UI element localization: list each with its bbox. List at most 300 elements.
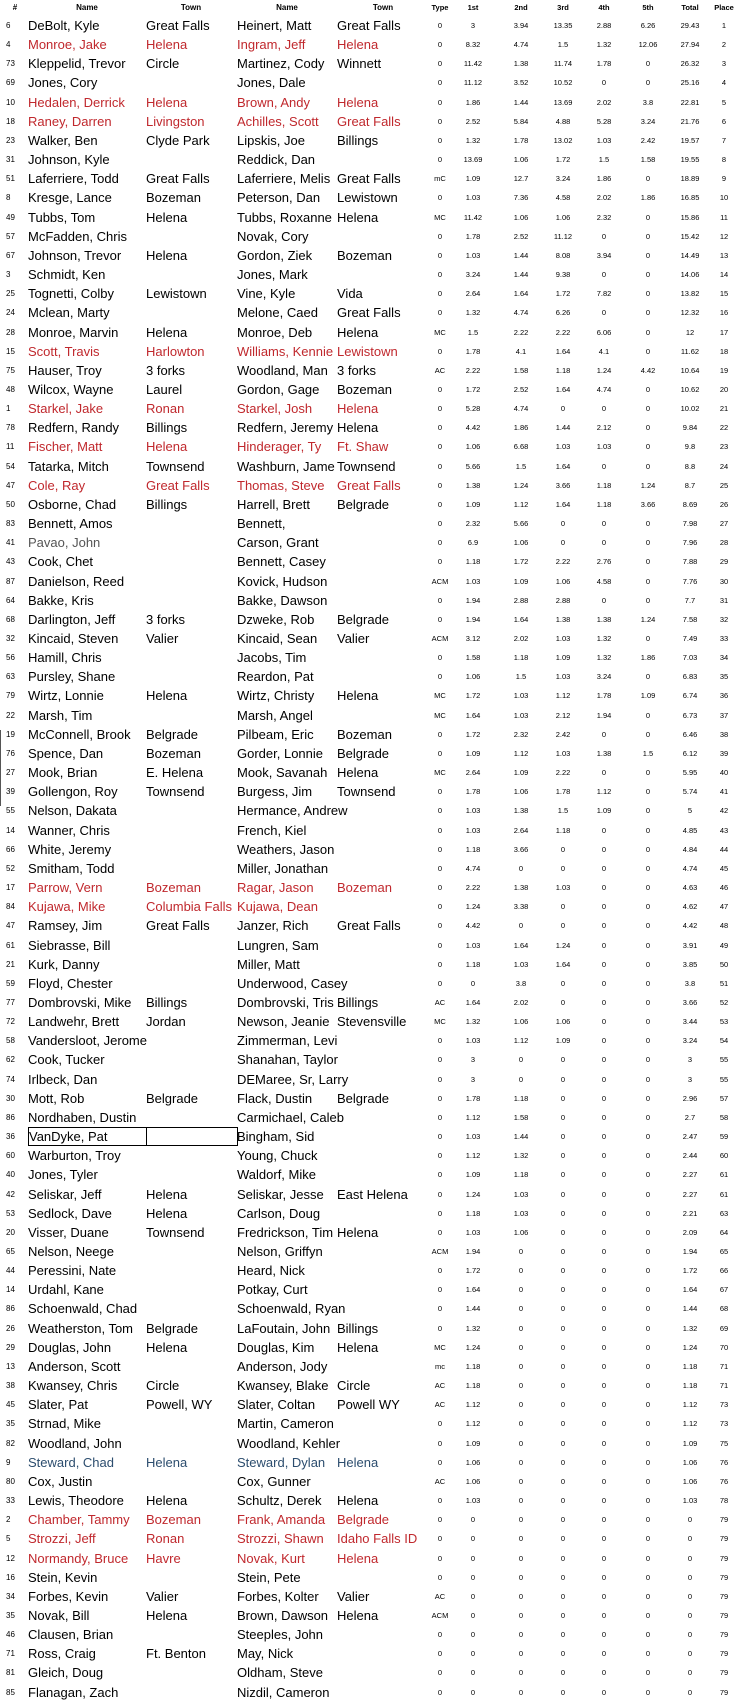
type: 0 (437, 1055, 443, 1065)
town-2: Helena (337, 1550, 379, 1566)
name-2: DEMaree, Sr, Larry (237, 1071, 349, 1087)
name-1: Irlbeck, Dan (28, 1071, 98, 1087)
score-3rd: 0 (560, 1247, 566, 1256)
name-1: VanDyke, Pat (28, 1127, 146, 1146)
total: 12 (685, 327, 695, 337)
name-2: Reardon, Pat (237, 669, 314, 685)
team-number: 23 (6, 135, 15, 145)
name-2: Ragar, Jason (237, 880, 314, 896)
type: 0 (437, 557, 443, 567)
score-1st: 1.03 (465, 1496, 481, 1506)
score-4th: 1.18 (596, 499, 612, 509)
place: 78 (719, 1496, 729, 1506)
score-2nd: 2.02 (513, 997, 529, 1007)
place: 55 (719, 1055, 729, 1065)
score-3rd: 1.03 (555, 883, 571, 893)
town-1: Helena (146, 1339, 188, 1355)
total: 26.32 (680, 59, 700, 69)
town-1: Harlowton (146, 343, 205, 359)
score-1st: 1.32 (465, 1323, 481, 1333)
score-5th: 0 (645, 1132, 651, 1142)
type: 0 (437, 1457, 443, 1467)
town-1: Laurel (146, 381, 183, 397)
team-number: 2 (6, 1515, 11, 1525)
table-row (0, 782, 746, 801)
score-3rd: 0 (560, 1419, 566, 1429)
score-2nd: 1.44 (513, 1132, 529, 1142)
score-2nd: 0 (518, 1342, 524, 1352)
score-5th: 0 (645, 1572, 651, 1582)
name-1: Flanagan, Zach (28, 1684, 119, 1700)
name-1: Woodland, John (28, 1435, 122, 1451)
team-number: 76 (6, 748, 15, 758)
name-1: Scott, Travis (28, 343, 100, 359)
town-2: Great Falls (337, 18, 401, 33)
score-5th: 0 (645, 442, 651, 452)
place: 79 (719, 1534, 729, 1544)
score-1st: 1.78 (465, 787, 481, 797)
score-5th: 3.66 (640, 499, 656, 509)
team-number: 13 (6, 1361, 15, 1371)
score-4th: 0 (601, 1610, 607, 1620)
team-number: 48 (6, 384, 15, 394)
score-3rd: 0 (560, 1610, 566, 1620)
score-3rd: 1.03 (555, 634, 571, 643)
type: 0 (437, 404, 443, 414)
name-1: Dombrovski, Mike (28, 994, 132, 1010)
score-5th: 0 (645, 327, 651, 337)
score-5th: 0 (645, 729, 651, 739)
table-row (0, 418, 746, 437)
total: 6.83 (682, 672, 698, 682)
name-2: Pilbeam, Eric (237, 726, 314, 742)
score-1st: 1.18 (465, 1361, 481, 1371)
team-number: 11 (6, 442, 15, 452)
team-number: 57 (6, 231, 15, 241)
score-1st: 1.09 (465, 1170, 481, 1180)
town-1: Helena (146, 688, 188, 704)
score-3rd: 0 (560, 1668, 566, 1678)
place: 71 (719, 1381, 729, 1391)
score-2nd: 4.1 (515, 346, 527, 356)
total: 1.09 (682, 1438, 698, 1448)
town-1: Townsend (146, 458, 205, 474)
name-2: Jones, Mark (237, 267, 308, 283)
table-row (0, 1204, 746, 1223)
header-place: Place (714, 3, 734, 12)
score-5th: 0 (645, 1247, 651, 1256)
score-5th: 0 (645, 1093, 651, 1103)
score-1st: 0 (470, 1572, 476, 1582)
score-5th: 0 (645, 1361, 651, 1371)
town-2: Stevensville (337, 1014, 407, 1030)
place: 34 (719, 653, 729, 663)
name-2: Hinderager, Ty (237, 439, 322, 455)
type: 0 (437, 748, 443, 758)
score-2nd: 1.58 (513, 365, 529, 375)
total: 4.74 (682, 863, 698, 873)
score-1st: 13.69 (463, 155, 483, 165)
score-5th: 0 (645, 863, 651, 873)
score-3rd: 0 (560, 863, 566, 873)
score-5th: 0 (645, 883, 651, 893)
score-5th: 0 (645, 1610, 651, 1620)
header-fifth: 5th (642, 3, 654, 12)
score-5th: 0 (645, 595, 651, 605)
team-number: 56 (6, 653, 15, 663)
total: 4.85 (682, 825, 698, 835)
score-1st: 1.03 (465, 1132, 481, 1142)
score-1st: 3 (470, 21, 476, 30)
name-2: Kujawa, Dean (237, 899, 318, 915)
type: 0 (437, 1630, 443, 1640)
score-3rd: 1.03 (555, 442, 571, 452)
total: 1.18 (682, 1361, 698, 1371)
score-4th: 0 (601, 1323, 607, 1333)
name-1: Weatherston, Tom (28, 1320, 134, 1336)
place: 21 (719, 404, 729, 414)
score-2nd: 1.38 (513, 806, 529, 816)
score-5th: 0 (645, 787, 651, 797)
place: 59 (719, 1132, 729, 1142)
table-row (0, 1549, 746, 1568)
score-1st: 6.9 (467, 538, 479, 548)
type: 0 (437, 1553, 443, 1563)
table-row (0, 1319, 746, 1338)
score-3rd: 8.08 (555, 250, 571, 260)
score-2nd: 0 (518, 1400, 524, 1410)
table-row (0, 457, 746, 476)
total: 7.7 (684, 595, 696, 605)
table-row (0, 495, 746, 514)
town-1: Helena (146, 1186, 188, 1202)
score-1st: 1.94 (465, 614, 481, 624)
table-row (0, 1012, 746, 1031)
type: AC (434, 997, 446, 1007)
total: 0 (687, 1591, 693, 1601)
name-1: Mott, Rob (28, 1090, 85, 1106)
town-2: Bozeman (337, 880, 392, 896)
total: 18.89 (680, 174, 700, 184)
place: 71 (719, 1361, 729, 1371)
score-1st: 0 (470, 1687, 476, 1697)
name-2: Novak, Kurt (237, 1550, 305, 1566)
table-row (0, 1434, 746, 1453)
table-row (0, 361, 746, 380)
name-2: Jones, Dale (237, 75, 306, 91)
place: 36 (719, 691, 729, 701)
team-number: 66 (6, 844, 15, 854)
score-2nd: 2.02 (513, 634, 529, 643)
name-2: French, Kiel (237, 822, 307, 838)
score-2nd: 0 (518, 1323, 524, 1333)
table-row (0, 303, 746, 322)
score-4th: 0 (601, 1668, 607, 1678)
score-5th: 0 (645, 212, 651, 222)
team-number: 86 (6, 1304, 15, 1314)
place: 65 (719, 1247, 729, 1256)
team-number: 67 (6, 250, 15, 260)
table-row (0, 744, 746, 763)
score-3rd: 0 (560, 1496, 566, 1506)
town-2: Helena (337, 401, 379, 417)
place: 11 (720, 212, 728, 222)
team-number: 42 (6, 1189, 15, 1199)
team-number: 28 (6, 327, 15, 337)
name-1: Hamill, Chris (28, 650, 102, 666)
score-3rd: 0 (560, 538, 566, 548)
score-1st: 0 (470, 1668, 476, 1678)
name-2: Gordon, Gage (237, 381, 320, 397)
total: 3.91 (682, 940, 698, 950)
place: 13 (719, 250, 729, 260)
table-row (0, 476, 746, 495)
place: 43 (719, 825, 729, 835)
type: 0 (437, 40, 443, 50)
town-1: Lewistown (146, 286, 207, 302)
score-3rd: 0 (560, 1093, 566, 1103)
name-2: Bingham, Sid (237, 1129, 315, 1145)
name-1: Kresge, Lance (28, 190, 112, 206)
score-3rd: 1.38 (555, 614, 571, 624)
table-row (0, 725, 746, 744)
score-2nd: 1.06 (513, 787, 529, 797)
table-row (0, 1261, 746, 1280)
score-4th: 1.18 (596, 480, 612, 490)
name-1: Laferriere, Todd (28, 171, 119, 187)
score-3rd: 13.69 (553, 97, 573, 107)
name-1: Urdahl, Kane (28, 1282, 104, 1298)
score-1st: 3.12 (465, 634, 481, 643)
score-4th: 1.78 (596, 691, 612, 701)
score-2nd: 3.8 (515, 978, 527, 988)
town-2: Idaho Falls ID (337, 1531, 418, 1547)
score-2nd: 0 (518, 1381, 524, 1391)
score-1st: 2.52 (465, 116, 481, 126)
type: 0 (437, 1093, 443, 1103)
score-5th: 1.86 (640, 193, 656, 203)
score-1st: 11.42 (463, 212, 483, 222)
total: 6.73 (682, 710, 698, 720)
score-3rd: 9.38 (555, 270, 571, 280)
team-number: 45 (6, 1400, 15, 1410)
total: 1.94 (682, 1247, 698, 1256)
header-town1: Town (180, 3, 202, 12)
town-2: Lewistown (337, 343, 398, 359)
total: 19.57 (680, 135, 700, 145)
score-3rd: 2.22 (555, 327, 571, 337)
town-2: Helena (337, 765, 379, 781)
score-3rd: 0 (560, 1553, 566, 1563)
town-2: Ft. Shaw (337, 439, 389, 455)
score-5th: 1.5 (642, 748, 654, 758)
table-row (0, 1510, 746, 1529)
total: 0 (687, 1572, 693, 1582)
team-number: 21 (6, 959, 15, 969)
team-number: 32 (6, 634, 15, 643)
score-2nd: 0 (518, 1438, 524, 1448)
type: 0 (437, 1151, 443, 1161)
team-number: 43 (6, 557, 15, 567)
place: 27 (719, 519, 729, 529)
place: 46 (719, 883, 729, 893)
score-1st: 1.03 (465, 576, 481, 586)
score-2nd: 1.72 (513, 557, 529, 567)
score-4th: 0 (601, 1017, 607, 1027)
score-3rd: 0 (560, 1400, 566, 1410)
score-4th: 6.06 (596, 327, 612, 337)
score-3rd: 0 (560, 921, 566, 931)
name-2: Flack, Dustin (237, 1090, 313, 1106)
type: 0 (437, 940, 443, 950)
town-1: Bozeman (146, 745, 201, 761)
score-5th: 0 (645, 959, 651, 969)
team-number: 25 (6, 289, 15, 299)
score-5th: 0 (645, 1687, 651, 1697)
total: 3.24 (682, 1036, 698, 1046)
score-1st: 1.64 (465, 1285, 481, 1295)
total: 10.02 (680, 404, 700, 414)
team-number: 30 (6, 1093, 15, 1103)
name-1: Monroe, Marvin (28, 324, 119, 340)
name-2: Steeples, John (237, 1627, 324, 1643)
score-1st: 2.64 (465, 768, 481, 778)
score-1st: 1.72 (465, 1266, 481, 1276)
name-1: Kurk, Danny (28, 956, 100, 972)
name-1: Slater, Pat (28, 1397, 88, 1413)
team-number: 78 (6, 423, 15, 433)
type: 0 (437, 78, 443, 88)
table-row (0, 437, 746, 456)
town-1: Columbia Falls (146, 899, 232, 915)
score-1st: 1.72 (465, 384, 481, 394)
name-2: Young, Chuck (237, 1148, 318, 1164)
score-5th: 0 (645, 59, 651, 69)
score-3rd: 1.64 (555, 461, 571, 471)
score-2nd: 1.64 (513, 289, 529, 299)
place: 68 (719, 1304, 729, 1314)
score-2nd: 2.32 (513, 729, 529, 739)
table-row (0, 73, 746, 92)
name-2: Forbes, Kolter (237, 1588, 319, 1604)
score-3rd: 0 (560, 1112, 566, 1122)
name-2: Zimmerman, Levi (237, 1033, 338, 1049)
score-3rd: 0 (560, 1591, 566, 1601)
name-2: Strozzi, Shawn (237, 1531, 324, 1547)
name-2: Mook, Savanah (237, 765, 328, 781)
team-number: 73 (6, 59, 15, 69)
total: 14.49 (680, 250, 700, 260)
total: 4.63 (682, 883, 698, 893)
table-row (0, 188, 746, 207)
type: 0 (437, 1323, 443, 1333)
score-4th: 3.94 (596, 250, 612, 260)
team-number: 39 (6, 787, 15, 797)
score-1st: 1.03 (465, 940, 481, 950)
score-1st: 0 (470, 1630, 476, 1640)
score-4th: 0 (601, 1515, 607, 1525)
type: AC (434, 1400, 446, 1410)
score-1st: 4.42 (465, 423, 481, 433)
score-5th: 0 (645, 1534, 651, 1544)
type: 0 (437, 1438, 443, 1448)
score-1st: 1.78 (465, 1093, 481, 1103)
type: 0 (437, 1208, 443, 1218)
score-5th: 0 (645, 1112, 651, 1122)
team-number: 10 (6, 97, 15, 107)
name-1: Nelson, Neege (28, 1244, 114, 1259)
score-2nd: 1.03 (513, 1208, 529, 1218)
score-2nd: 1.86 (513, 423, 529, 433)
team-number: 22 (6, 710, 15, 720)
table-row (0, 1127, 746, 1146)
header-total: Total (681, 3, 699, 12)
name-1: Floyd, Chester (28, 975, 113, 991)
score-2nd: 1.09 (513, 576, 529, 586)
score-2nd: 0 (518, 1266, 524, 1276)
margin-mark (0, 730, 4, 806)
score-2nd: 4.74 (513, 308, 529, 318)
type: 0 (437, 1189, 443, 1199)
town-1: Ronan (146, 1531, 185, 1547)
score-3rd: 0 (560, 902, 566, 912)
score-4th: 0 (601, 1553, 607, 1563)
score-5th: 6.26 (640, 21, 656, 30)
name-2: Thomas, Steve (237, 477, 325, 493)
score-4th: 1.09 (596, 806, 612, 816)
total: 15.42 (680, 231, 700, 241)
place: 37 (719, 710, 729, 720)
place: 38 (719, 729, 729, 739)
table-row (0, 1280, 746, 1299)
town-2: Helena (337, 94, 379, 110)
team-number: 17 (6, 883, 15, 893)
name-2: Carson, Grant (237, 535, 319, 551)
type: 0 (437, 902, 443, 912)
team-number: 72 (6, 1017, 15, 1027)
total: 1.06 (682, 1457, 698, 1467)
score-4th: 0 (601, 768, 607, 778)
score-5th: 0 (645, 1036, 651, 1046)
score-2nd: 2.88 (513, 595, 529, 605)
type: 0 (437, 653, 443, 663)
score-3rd: 0 (560, 1361, 566, 1371)
name-1: Smitham, Todd (28, 860, 115, 876)
town-1: Great Falls (146, 918, 210, 934)
table-row (0, 1683, 746, 1702)
score-4th: 0 (601, 1438, 607, 1448)
score-2nd: 0 (518, 1668, 524, 1678)
score-3rd: 1.72 (555, 289, 571, 299)
town-1: E. Helena (146, 765, 204, 781)
name-1: Warburton, Troy (28, 1148, 121, 1164)
table-row (0, 131, 746, 150)
town-2: East Helena (337, 1186, 408, 1202)
score-3rd: 0 (560, 1630, 566, 1640)
score-1st: 1.03 (465, 1036, 481, 1046)
total: 1.44 (682, 1304, 698, 1314)
score-4th: 0 (601, 1112, 607, 1122)
score-5th: 0 (645, 1515, 651, 1525)
type: MC (434, 768, 446, 778)
place: 10 (719, 193, 729, 203)
type: 0 (437, 499, 443, 509)
place: 79 (719, 1591, 729, 1601)
total: 11.62 (680, 346, 700, 356)
score-2nd: 0 (518, 1247, 524, 1256)
score-4th: 1.32 (596, 653, 612, 663)
table-row (0, 706, 746, 725)
